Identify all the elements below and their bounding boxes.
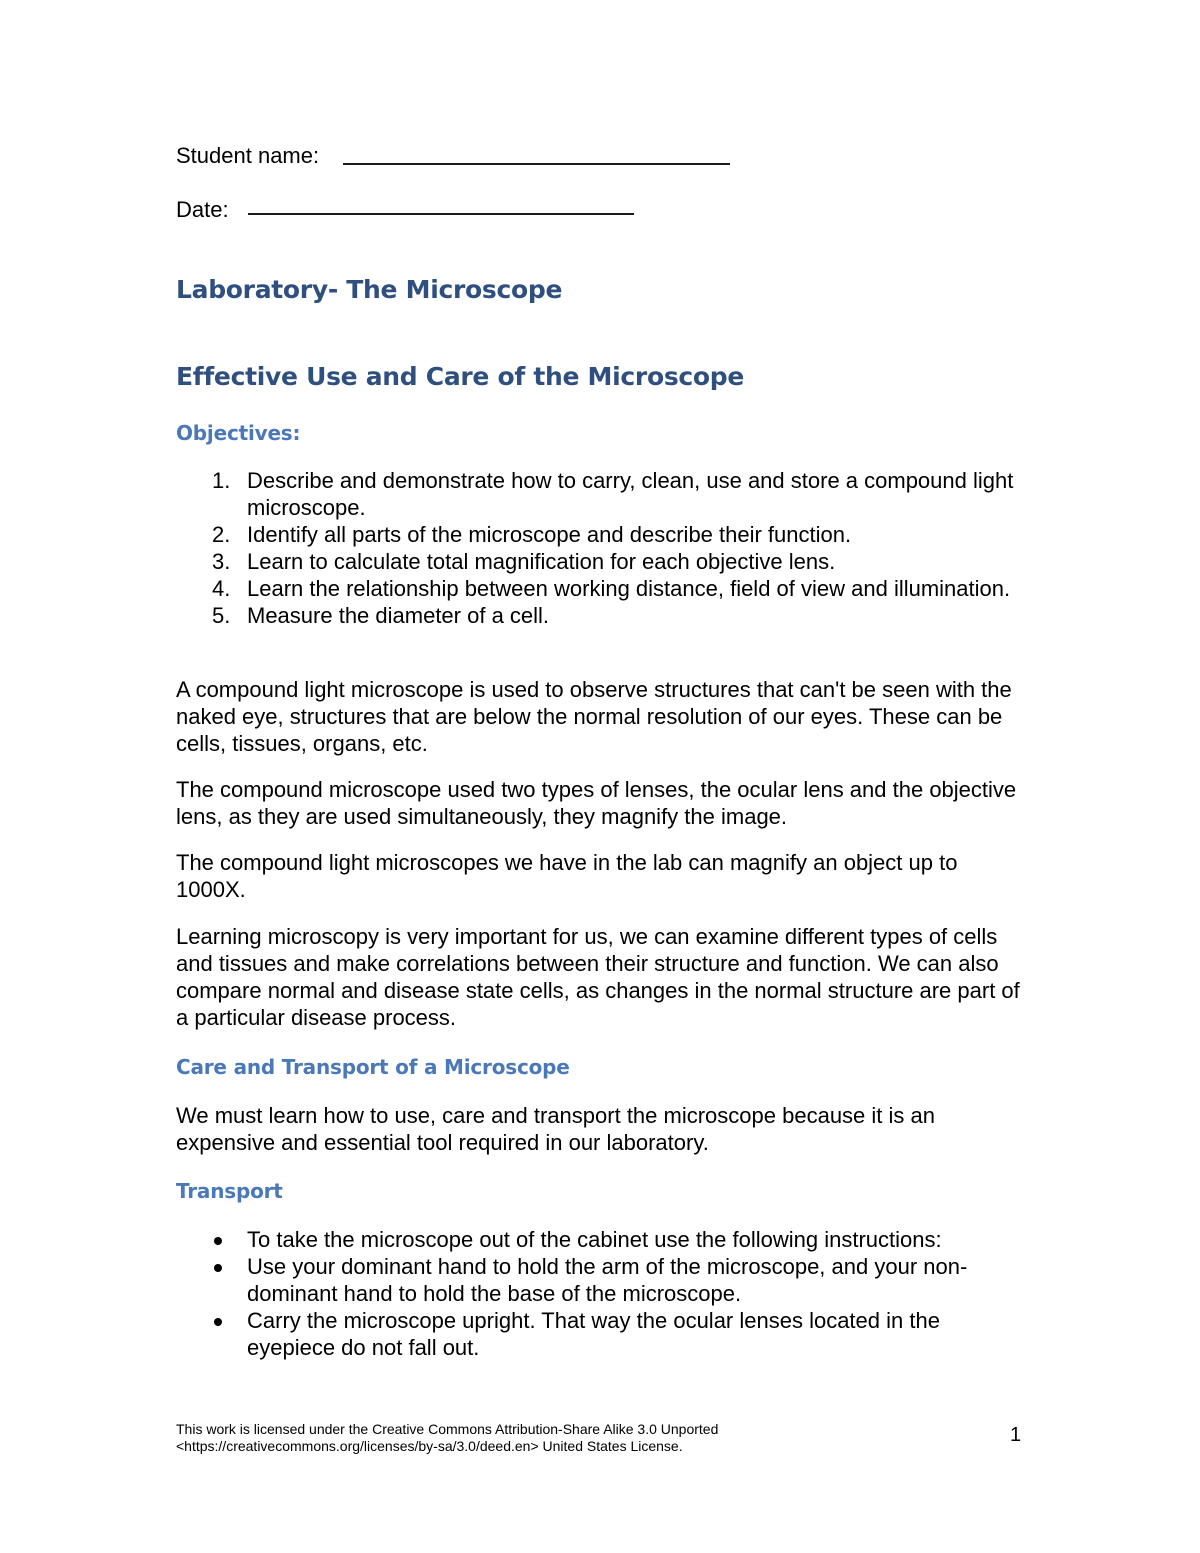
transport-list: [176, 1226, 1026, 1361]
license-line: This work is licensed under the Creative Commons Attribution-Share Alike 3.0 Unported: [176, 1421, 719, 1437]
date-field[interactable]: [248, 213, 634, 215]
lab-title: Laboratory- The Microscope: [176, 275, 563, 304]
list-item: [176, 602, 1026, 629]
objectives-list: [176, 467, 1026, 629]
license-link[interactable]: <https://creativecommons.org/licenses/by-sa/3.0/deed.en> United States License.: [176, 1438, 683, 1454]
license-footer: [176, 1421, 876, 1455]
list-number: 3.: [212, 549, 231, 574]
objectives-heading: Objectives:: [176, 421, 301, 445]
list-item-text: Learn the relationship between working distance, field of view and illumination.: [247, 576, 1011, 601]
microscopy-paragraph: Learning microscopy is very important for us, we can examine different types of cells and tissues and make correlations between their structure and function. We can also compare normal and disease state cells, as changes in the normal structure are part of a particular disease process.: [176, 924, 1020, 1030]
lenses-paragraph: The compound microscope used two types of lenses, the ocular lens and the objective lens, as they are used simultaneously, they magnify the image.: [176, 777, 1017, 829]
list-item-text: To take the microscope out of the cabinet use the following instructions:: [247, 1227, 942, 1252]
list-item-text: Learn to calculate total magnification for each objective lens.: [247, 549, 836, 574]
magnification-paragraph: The compound light microscopes we have in the lab can magnify an object up to 1000X.: [176, 850, 958, 902]
list-number: 4.: [212, 576, 231, 601]
list-item: [176, 467, 1026, 521]
bullet-icon: [214, 1264, 222, 1272]
list-item: [176, 575, 1026, 602]
date-label: Date:: [176, 197, 229, 222]
student-name-field[interactable]: [343, 163, 730, 165]
list-number: 2.: [212, 522, 231, 547]
list-item: [176, 1226, 1026, 1253]
list-item: [176, 1307, 1026, 1361]
section-title: Effective Use and Care of the Microscope: [176, 362, 745, 391]
list-item-text: Carry the microscope upright. That way the ocular lenses located in the eyepiece do not fall out.: [247, 1308, 940, 1360]
list-item: [176, 521, 1026, 548]
care-heading: Care and Transport of a Microscope: [176, 1055, 570, 1079]
transport-heading: Transport: [176, 1179, 283, 1203]
list-item-text: Describe and demonstrate how to carry, clean, use and store a compound light microscope.: [247, 468, 1014, 520]
list-item: [176, 548, 1026, 575]
list-item-text: Identify all parts of the microscope and describe their function.: [247, 522, 852, 547]
list-item-text: Use your dominant hand to hold the arm of the microscope, and your non-dominant hand to hold the base of the microscope.: [247, 1254, 968, 1306]
care-paragraph: We must learn how to use, care and transport the microscope because it is an expensive and essential tool required in our laboratory.: [176, 1103, 935, 1155]
list-number: 5.: [212, 603, 231, 628]
list-item-text: Measure the diameter of a cell.: [247, 603, 550, 628]
student-name-label: Student name:: [176, 143, 320, 168]
bullet-icon: [214, 1237, 222, 1245]
bullet-icon: [214, 1318, 222, 1326]
page-number: 1: [1010, 1424, 1022, 1446]
list-number: 1.: [212, 468, 231, 493]
intro-paragraph: A compound light microscope is used to observe structures that can't be seen with the naked eye, structures that are below the normal resolution of our eyes. These can be cells, tissues, organs, etc.: [176, 677, 1012, 756]
list-item: [176, 1253, 1026, 1307]
